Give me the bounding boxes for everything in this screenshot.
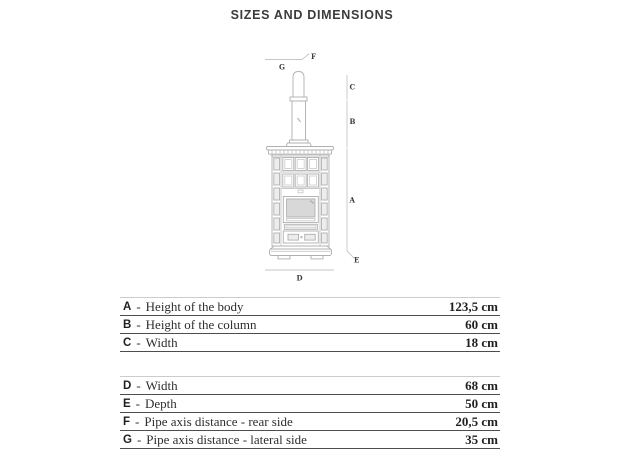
stove-diagram-svg <box>248 50 363 285</box>
row-letter: F <box>123 415 131 428</box>
table-row-a <box>120 298 500 316</box>
dim-label-e: E <box>354 255 360 265</box>
row-letter: B <box>123 318 132 331</box>
dim-label-c: C <box>349 82 356 92</box>
upper-tile-row-2 <box>283 174 319 187</box>
right-pilaster-tiles <box>321 158 327 243</box>
row-dash: - <box>135 413 140 429</box>
dimensions-table-2 <box>120 376 500 449</box>
row-value: 60 cm <box>465 316 498 332</box>
row-label: Width <box>145 334 178 350</box>
dim-label-b: B <box>349 117 356 126</box>
row-dash: - <box>136 377 141 393</box>
row-value: 18 cm <box>465 334 498 350</box>
row-label: Width <box>145 377 178 393</box>
row-letter: G <box>123 433 132 446</box>
stove-plinth <box>270 246 332 259</box>
page-title: SIZES AND DIMENSIONS <box>230 8 394 22</box>
row-value: 68 cm <box>465 377 498 393</box>
row-letter: C <box>123 336 132 349</box>
row-value: 20,5 cm <box>455 413 498 429</box>
upper-tile-row-1 <box>283 158 319 171</box>
stove-dimension-diagram <box>248 50 363 285</box>
chimney-pipe <box>286 72 312 147</box>
dimensions-table-1 <box>120 297 500 352</box>
row-value: 35 cm <box>465 431 498 447</box>
row-dash: - <box>136 334 141 350</box>
row-label: Pipe axis distance - rear side <box>144 413 293 429</box>
row-letter: D <box>123 379 132 392</box>
dim-label-a: A <box>349 195 355 205</box>
row-dash: - <box>135 395 141 411</box>
dim-label-g: G <box>279 62 285 72</box>
row-label: Height of the column <box>145 316 257 332</box>
dim-label-d: D <box>296 273 303 283</box>
row-label: Pipe axis distance - lateral side <box>146 431 307 447</box>
stove-body <box>272 155 329 246</box>
stove-door <box>283 197 318 223</box>
row-value: 50 cm <box>465 395 498 411</box>
left-pilaster-tiles <box>274 158 280 243</box>
row-dash: - <box>136 298 141 314</box>
row-dash: - <box>136 431 142 447</box>
ash-drawer <box>283 231 318 243</box>
dim-line-g-f <box>265 54 310 60</box>
dimension-tables <box>120 297 500 449</box>
row-label: Height of the body <box>145 298 244 314</box>
table-row-f <box>120 413 500 431</box>
table-row-d <box>120 377 500 395</box>
table-row-g <box>120 431 500 449</box>
row-value: 123,5 cm <box>448 298 498 314</box>
table-row-e <box>120 395 500 413</box>
vent-slot <box>284 224 317 229</box>
row-letter: A <box>123 300 132 313</box>
row-letter: E <box>123 397 131 410</box>
front-clasp <box>298 190 303 193</box>
table-row-b <box>120 316 500 334</box>
table-row-c <box>120 334 500 352</box>
row-label: Depth <box>145 395 177 411</box>
row-dash: - <box>136 316 141 332</box>
dim-label-f: F <box>311 52 316 61</box>
